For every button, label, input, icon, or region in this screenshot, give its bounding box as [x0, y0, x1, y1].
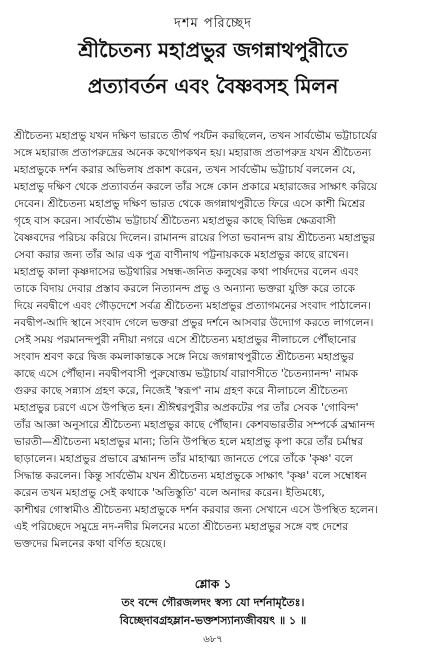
summary-line: গৃহে বাস করেন। সার্বভৌম ভট্টাচার্য শ্রীচৈতন্য মহাপ্রভুর কাছে বিভিন্ন ক্ষেত্রবাসী: [14, 215, 336, 227]
summary-line: দেবেন। শ্রীচৈতন্য মহাপ্রভু দক্ষিণ ভারত থেকে জগন্নাথপুরীতে ফিরে এসে কাশী মিশ্রের: [14, 198, 366, 210]
summary-line: গুরুর কাছে সন্ন্যাস গ্রহণ করে, নিজেই 'স্বরূপ' নাম গ্রহণ করে নীলাচলে শ্রীচৈতন্য: [14, 385, 348, 397]
summary-line: মহাপ্রভুকে দর্শন করার অভিলাষ প্রকাশ করেন, তখন সার্বভৌম ভট্টাচার্য বললেন যে,: [14, 164, 356, 176]
summary-line: নবদ্বীপ-আদি স্থানে সংবাদ গেলে ভক্তরা প্রভুর দর্শনে আসবার উদ্যোগ করতে লাগলেন।: [14, 317, 374, 329]
chapter-title-line-1: শ্রীচৈতন্য মহাপ্রভুর জগন্নাথপুরীতে: [78, 38, 348, 62]
summary-line: বৈষ্ণবদের পরিচয় করিয়ে দিলেন। রামানন্দ রায়ের পিতা ভবানন্দ রায় শ্রীচৈতন্য মহাপ্রভুর: [14, 232, 375, 244]
summary-line: সেবা করার জন্য তাঁর আর এক পুত্র বাণীনাথ পট্টনায়ককে মহাপ্রভুর কাছে রাখেন।: [14, 249, 349, 261]
summary-line: মহাপ্রভুর চরণে এসে উপস্থিত হন। শ্রীঈশ্বরপুরীর অপ্রকটের পর তাঁর সেবক 'গোবিন্দ': [14, 402, 359, 414]
page-number: ৬৮৭: [203, 634, 223, 645]
summary-line: করেন তখন মহাপ্রভু সেই কথাকে 'অতিস্তুতি' বলে অনাদর করেন। ইতিমধ্যে,: [14, 487, 325, 499]
summary-line: মহাপ্রভু দক্ষিণ থেকে প্রত্যাবর্তন করলে তাঁর সঙ্গে কোন প্রকারে মহারাজের সাক্ষাৎ করিয়ে: [14, 181, 378, 193]
verse-line-2: বিচ্ছেদাবগ্রহম্লান-ভক্তশস্যান্যজীবয়ৎ ॥ ১ ॥: [119, 614, 307, 627]
summary-line: মহাপ্রভু কালা কৃষ্ণদাসের ভট্টথারির সম্বন্ধ-জনিত কলুষের কথা পার্ষদদের বলেন এবং: [14, 266, 359, 278]
summary-line: তাঁর আজ্ঞা অনুসারে শ্রীচৈতন্য মহাপ্রভুর কাছে পৌঁছান। কেশবভারতীর সম্পর্কে ব্রহ্মানন্দ: [14, 419, 375, 431]
chapter-heading: দশম পরিচ্ছেদ: [174, 16, 252, 31]
summary-line: কাছে এসে পৌঁছান। নবদ্বীপবাসী পুরুষোত্তম ভট্টাচার্য বারাণসীতে 'চৈতন্যানন্দ' নামক: [14, 368, 359, 380]
summary-line: ভারতী—শ্রীচৈতন্য মহাপ্রভুর মান্য; তিনি উপস্থিত হলে মহাপ্রভু কৃপা করে তাঁর চর্মাম্বর: [14, 436, 364, 448]
summary-line: কাশীশ্বর গোস্বামীও শ্রীচৈতন্য মহাপ্রভুকে দর্শন করবার জন্য সেখানে এসে উপস্থিত হলেন।: [14, 504, 378, 516]
chapter-title-line-2: প্রত্যাবর্তন এবং বৈষ্ণবসহ মিলন: [87, 74, 339, 98]
summary-line: সেই সময় পরমানন্দপুরী নদীয়া নগরে এসে শ্রীচৈতন্য মহাপ্রভুর নীলাচলে পৌঁছানোর: [14, 334, 357, 346]
summary-line: ছাড়ালেন। মহাপ্রভুর প্রভাবে ব্রহ্মানন্দ তাঁর মাহাত্ম্য জানতে পেরে তাঁকে 'কৃষ্ণ' বলে: [14, 453, 353, 465]
summary-line: ভক্তদের মিলনের কথা বর্ণিত হয়েছে।: [14, 538, 166, 550]
verse-line-1: তং বন্দে গৌরজলদং স্বস্য যো দর্শনামৃতৈঃ।: [121, 596, 305, 609]
summary-line: সঙ্গে মহারাজ প্রতাপরুদ্রের অনেক কথোপকথন হয়। মহারাজ প্রতাপরুদ্র যখন শ্রীচৈতন্য: [14, 147, 372, 159]
summary-line: সিদ্ধান্ত করলেন। কিন্তু সার্বভৌম যখন শ্রীচৈতন্য মহাপ্রভুকে সাক্ষাৎ 'কৃষ্ণ' বলে সম্বোধন: [14, 470, 367, 482]
summary-line: দিয়ে নবদ্বীপে এবং গৌড়দেশে সর্বত্র শ্রীচৈতন্য মহাপ্রভুর প্রত্যাগমনের সংবাদ পাঠালেন।: [14, 300, 372, 312]
verse-heading: শ্লোক ১: [194, 577, 232, 591]
summary-line: এই পরিচ্ছেদে সমুদ্রে নদ-নদীর মিলনের মতো শ্রীচৈতন্য মহাপ্রভুর সঙ্গে বহু দেশের: [14, 521, 349, 533]
summary-line: শ্রীচৈতন্য মহাপ্রভু যখন দক্ষিণ ভারতে তীর্থ পর্যটন করছিলেন, তখন সার্বভৌম ভট্টাচার্যের: [14, 130, 378, 142]
summary-line: তাকে বিদায় দেবার প্রস্তাব করলে নিত্যানন্দ প্রভু ও অন্যান্য ভক্তরা যুক্তি করে তাকে: [14, 283, 356, 295]
summary-line: সংবাদ শ্রবণ করে দ্বিজ কমলাকান্তকে সঙ্গে নিয়ে জগন্নাথপুরীতে শ্রীচৈতন্য মহাপ্রভুর: [14, 351, 354, 363]
